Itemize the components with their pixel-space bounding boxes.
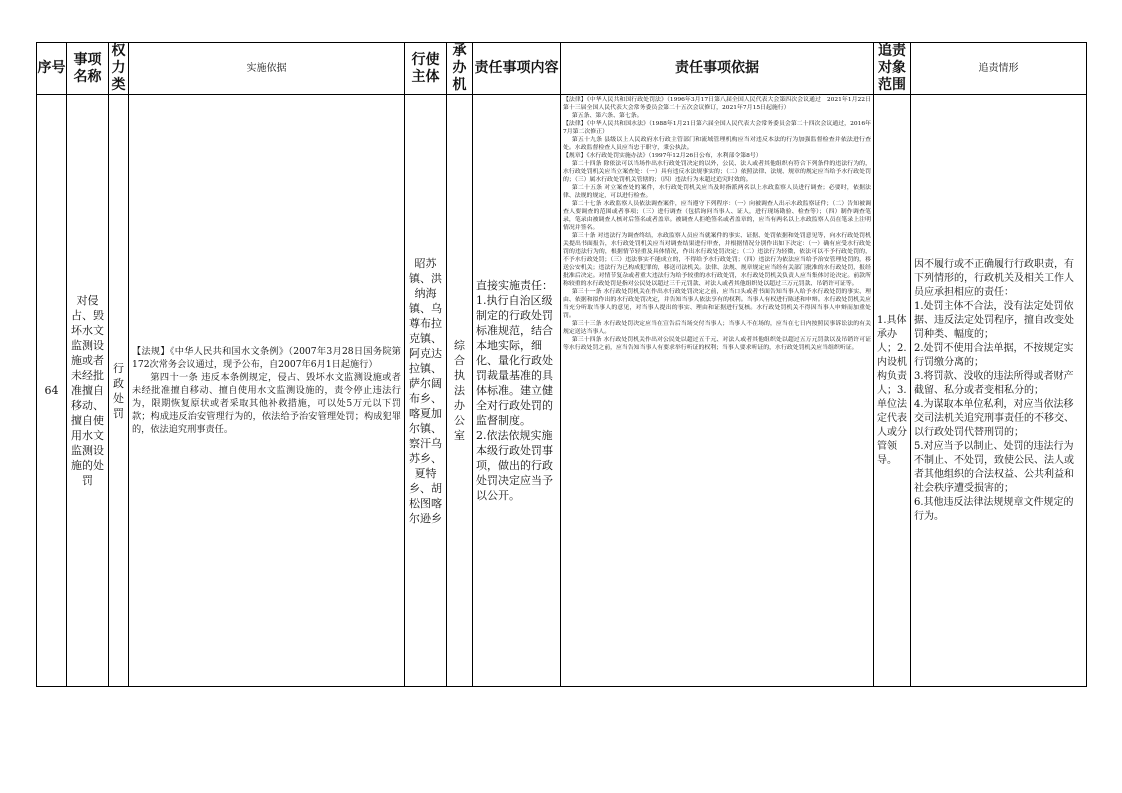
- power-list-table: [36, 42, 1087, 687]
- row-duty-content-cell: [473, 95, 561, 687]
- duty-basis-law-title: 【规章】《水行政处罚实施办法》（1997年12月26日公布，水利部令第8号）: [563, 153, 762, 159]
- row-office: 综合执法办公室: [454, 339, 465, 442]
- header-office: 承办机: [447, 43, 473, 95]
- basis-law-title: 【法规】《中华人民共和国水文条例》（2007年3月28日国务院第172次常务会议通过，现予公布，自2007年6月1日起施行）: [132, 346, 401, 370]
- row-accountability-cell: [911, 95, 1087, 687]
- accountability-item: 4.为谋取本单位私利，对应当依法移交司法机关追究刑事责任的不移交、以行政处罚代替刑罚的；: [914, 398, 1074, 438]
- duty-basis-article: 第五条、第六条、第七条。: [571, 113, 643, 119]
- accountability-item: 5.对应当予以制止、处罚的违法行为不制止、不处罚，致使公民、法人或者其他组织的合法权益、公共利益和社会秩序遭受损害的；: [914, 440, 1074, 494]
- header-power-type: 权力类: [109, 43, 129, 95]
- row-power-type-cell: [109, 95, 129, 687]
- row-duty-content: [473, 276, 560, 505]
- row-basis: [129, 343, 404, 438]
- duty-basis-article: 第三十条 对违法行为调查终结，水政监察人员应当就案件的事实、证据、处罚依据和处罚意见等，向水行政处罚机关提出书面报告，水行政处罚机关应当对调查结果进行审查，并根据情况分别作出如下决定：（一）确有应受水行政处罚的违法行为的，根据情节轻重及具体情况，作出水行政处罚决定；（二）违法行为轻微，依法可以不予行政处罚的，不予水行政处罚；（三）违法事实不能成立的，不得给予水行政处罚；（四）违法行为依法应当给予治安管理处罚的，移送公安机关；违法行为已构成犯罪的，移送司法机关。法律、法规、规章规定应当经有关部门批准的水行政处罚，报经批准后决定。对情节复杂或者重大违法行为给予较重的水行政处罚，水行政处罚机关负责人应当集体讨论决定。前款所称较重的水行政处罚是指对公民处以超过三千元罚款、对法人或者其他组织处以超过三万元罚款、吊销许可证等。: [563, 233, 871, 287]
- accountability-item: 2.处罚不使用合法单据，不按规定实行罚缴分离的；: [914, 342, 1074, 368]
- duty-content-line: 2.依法依规实施本级行政处罚事项，做出的行政处罚决定应当予以公开。: [476, 429, 553, 502]
- row-subject: 昭苏镇、洪纳海镇、乌尊布拉克镇、阿克达拉镇、萨尔阔布乡、喀夏加尔镇、察汗乌苏乡、夏特乡、胡松图喀尔逊乡: [409, 256, 442, 525]
- duty-basis-article: 第五十九条 县级以上人民政府水行政主管部门和流域管理机构应当对违反本法的行为加强监督检查并依法进行查处。水政监督检查人员应当忠于职守，秉公执法。: [563, 137, 871, 151]
- row-duty-basis: [561, 95, 873, 684]
- accountability-item: 3.将罚款、没收的违法所得或者财产截留、私分或者变相私分的；: [914, 370, 1074, 396]
- duty-basis-article: 第三十四条 水行政处罚机关作出对公民处以超过五千元、对法人或者其他组织处以超过五万元罚款以及吊销许可证等水行政处罚之前，应当告知当事人有要求举行听证的权利；当事人要求听证的，水行政处罚机关应当组织听证。: [563, 337, 871, 351]
- row-accountability: [911, 256, 1086, 526]
- header-seq: 序号: [37, 43, 67, 95]
- header-subject: 行使主体: [405, 43, 447, 95]
- duty-basis-law-title: 【法律】《中华人民共和国水法》（1988年1月21日第六届全国人民代表大会常务委员会第二十四次会议通过，2016年7月第二次修正）: [563, 121, 871, 135]
- row-seq: 64: [37, 95, 67, 687]
- header-item-name: 事项名称: [67, 43, 109, 95]
- table-row: [37, 95, 1087, 687]
- row-power-type: 行政处罚: [113, 361, 124, 420]
- duty-basis-law-title: 【法律】《中华人民共和国行政处罚法》（1996年3月17日第八届全国人民代表大会第四次会议通过 2021年1月22日第十三届全国人民代表大会常务委员会第二十五次会议修订，2021年7月15日起施行）: [563, 97, 871, 111]
- duty-basis-article: 第二十七条 水政监察人员依法调查案件，应当遵守下列程序：（一）向被调查人出示水政监察证件；（二）告知被调查人要调查的范围或者事项；（三）进行调查（包括询问当事人、证人，进行现场勘验、检查等）；（四）制作调查笔录，笔录由被调查人核对后签名或者盖章。被调查人拒绝签名或者盖章的，应当有两名以上水政监察人员在笔录上注明情况并签名。: [563, 201, 871, 231]
- row-subject-cell: [405, 95, 447, 687]
- duty-basis-article: 第二十五条 对立案查处的案件，水行政处罚机关应当及时指派两名以上水政监察人员进行调查；必要时，依据法律、法规的规定，可以进行检查。: [563, 185, 871, 199]
- header-duty-basis: 责任事项依据: [561, 43, 874, 95]
- accountability-item: 6.其他违反法律法规规章文件规定的行为。: [914, 496, 1074, 522]
- row-item-name: 对侵占、毁坏水文监测设施或者未经批准擅自移动、擅自使用水文监测设施的处罚: [71, 294, 104, 487]
- duty-content-line: 1.执行自治区级制定的行政处罚标准规范，结合本地实际，细化、量化行政处罚裁量基准的具体标准。建立健全对行政处罚的监督制度。: [476, 294, 553, 427]
- row-basis-cell: [129, 95, 405, 687]
- duty-basis-article: 第三十一条 水行政处罚机关在作出水行政处罚决定之前，应当口头或者书面告知当事人给予水行政处罚的事实、理由、依据和拟作出的水行政处罚决定，并告知当事人依法享有的权利。当事人有权进行陈述和申辩。水行政处罚机关应当充分听取当事人的意见，对当事人提出的事实、理由和证据进行复核。水行政处罚机关不得因当事人申辩而加重处罚。: [563, 289, 871, 319]
- header-basis: 实施依据: [129, 43, 405, 95]
- row-duty-basis-cell: [561, 95, 874, 687]
- header-row: [37, 43, 1087, 95]
- row-accountable: 1.具体承办人；2.内设机构负责人；3.单位法定代表人或分管领导。: [877, 314, 907, 466]
- header-accountable: 追责对象范围: [874, 43, 911, 95]
- row-item-name-cell: [67, 95, 109, 687]
- duty-content-line: 直接实施责任：: [476, 279, 553, 292]
- duty-basis-article: 第二十四条 除依法可以当场作出水行政处罚决定的以外，公民、法人或者其他组织有符合下列条件的违法行为的，水行政处罚机关应当立案查处：（一）具有违反水法规事实的；（二）依照法律、法规、规章的规定应当给予水行政处罚的；（三）属水行政处罚机关管辖的；（四）违法行为未超过追究时效的。: [563, 161, 871, 183]
- duty-basis-article: 第三十三条 水行政处罚决定应当在宣告后当场交付当事人；当事人不在场的，应当在七日内按照民事诉讼法的有关规定送达当事人。: [563, 321, 871, 335]
- header-accountability: 追责情形: [911, 43, 1087, 95]
- accountability-item: 因不履行或不正确履行行政职责，有下列情形的，行政机关及相关工作人员应承担相应的责任：: [914, 258, 1074, 298]
- header-duty-content: 责任事项内容: [473, 43, 561, 95]
- row-office-cell: [447, 95, 473, 687]
- accountability-item: 1.处罚主体不合法，没有法定处罚依据、违反法定处罚程序，擅自改变处罚种类、幅度的；: [914, 300, 1074, 340]
- basis-article: 第四十一条 违反本条例规定，侵占、毁坏水文监测设施或者未经批准擅自移动、擅自使用水文监测设施的，责令停止违法行为，限期恢复原状或者采取其他补救措施，可以处5万元以下罚款；构成违反治安管理行为的，依法给予治安管理处罚；构成犯罪的，依法追究刑事责任。: [132, 372, 401, 435]
- row-accountable-cell: [874, 95, 911, 687]
